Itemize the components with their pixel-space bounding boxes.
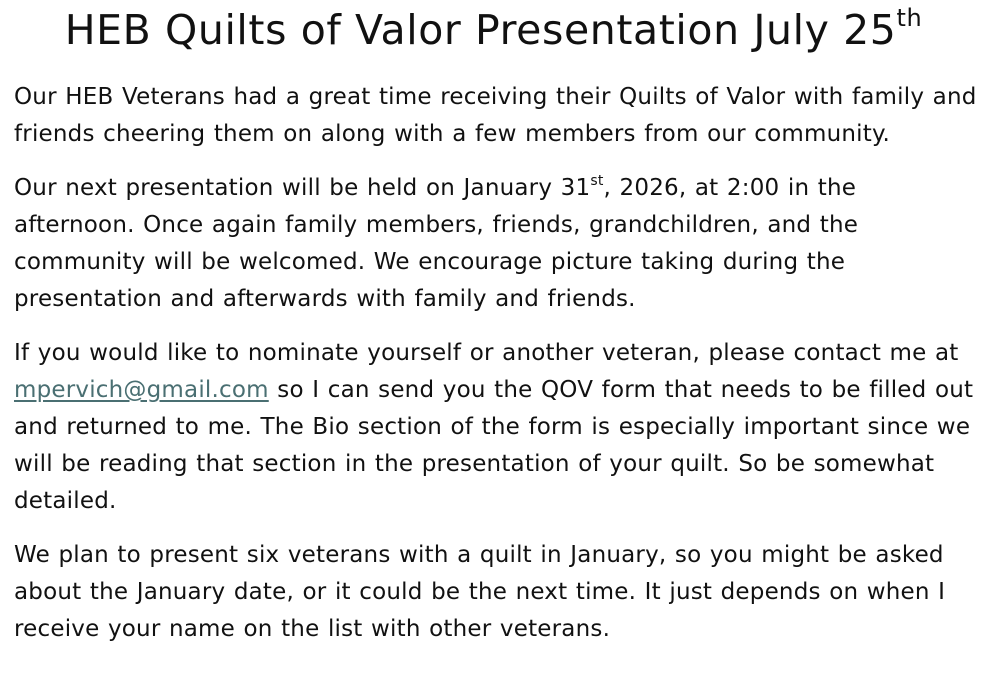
paragraph-recap: Our HEB Veterans had a great time receiving their Quilts of Valor with family and friends cheering them on along with a few members from our community.	[14, 84, 977, 147]
paragraph-january-plan: We plan to present six veterans with a quilt in January, so you might be asked about the January date, or it could be the next time. It just depends on when I receive your name on the list with other veterans.	[14, 542, 946, 642]
date-ordinal-suffix: st	[590, 173, 604, 189]
document-title	[14, 0, 981, 55]
paragraph-nomination	[14, 335, 981, 520]
contact-email-link[interactable]: mpervich@gmail.com	[14, 377, 269, 403]
next-presentation-text-end: , 2026, at 2:00 in the afternoon. Once again family members, friends, grandchildren, and the community will be welcomed. We encourage picture taking during the presentation and afterwards with family and friends.	[14, 175, 859, 312]
paragraph-next-presentation	[14, 170, 981, 318]
nomination-text-start: If you would like to nominate yourself or another veteran, please contact me at	[14, 340, 959, 366]
title-ordinal-suffix: th	[896, 4, 923, 32]
title-text: HEB Quilts of Valor Presentation July 25	[64, 6, 897, 54]
nomination-text-end: so I can send you the QOV form that needs to be filled out and returned to me. The Bio section of the form is especially important since we will be reading that section in the presentation of your quilt. So be somewhat detailed.	[14, 377, 974, 514]
next-presentation-text-start: Our next presentation will be held on January 31	[14, 175, 591, 201]
